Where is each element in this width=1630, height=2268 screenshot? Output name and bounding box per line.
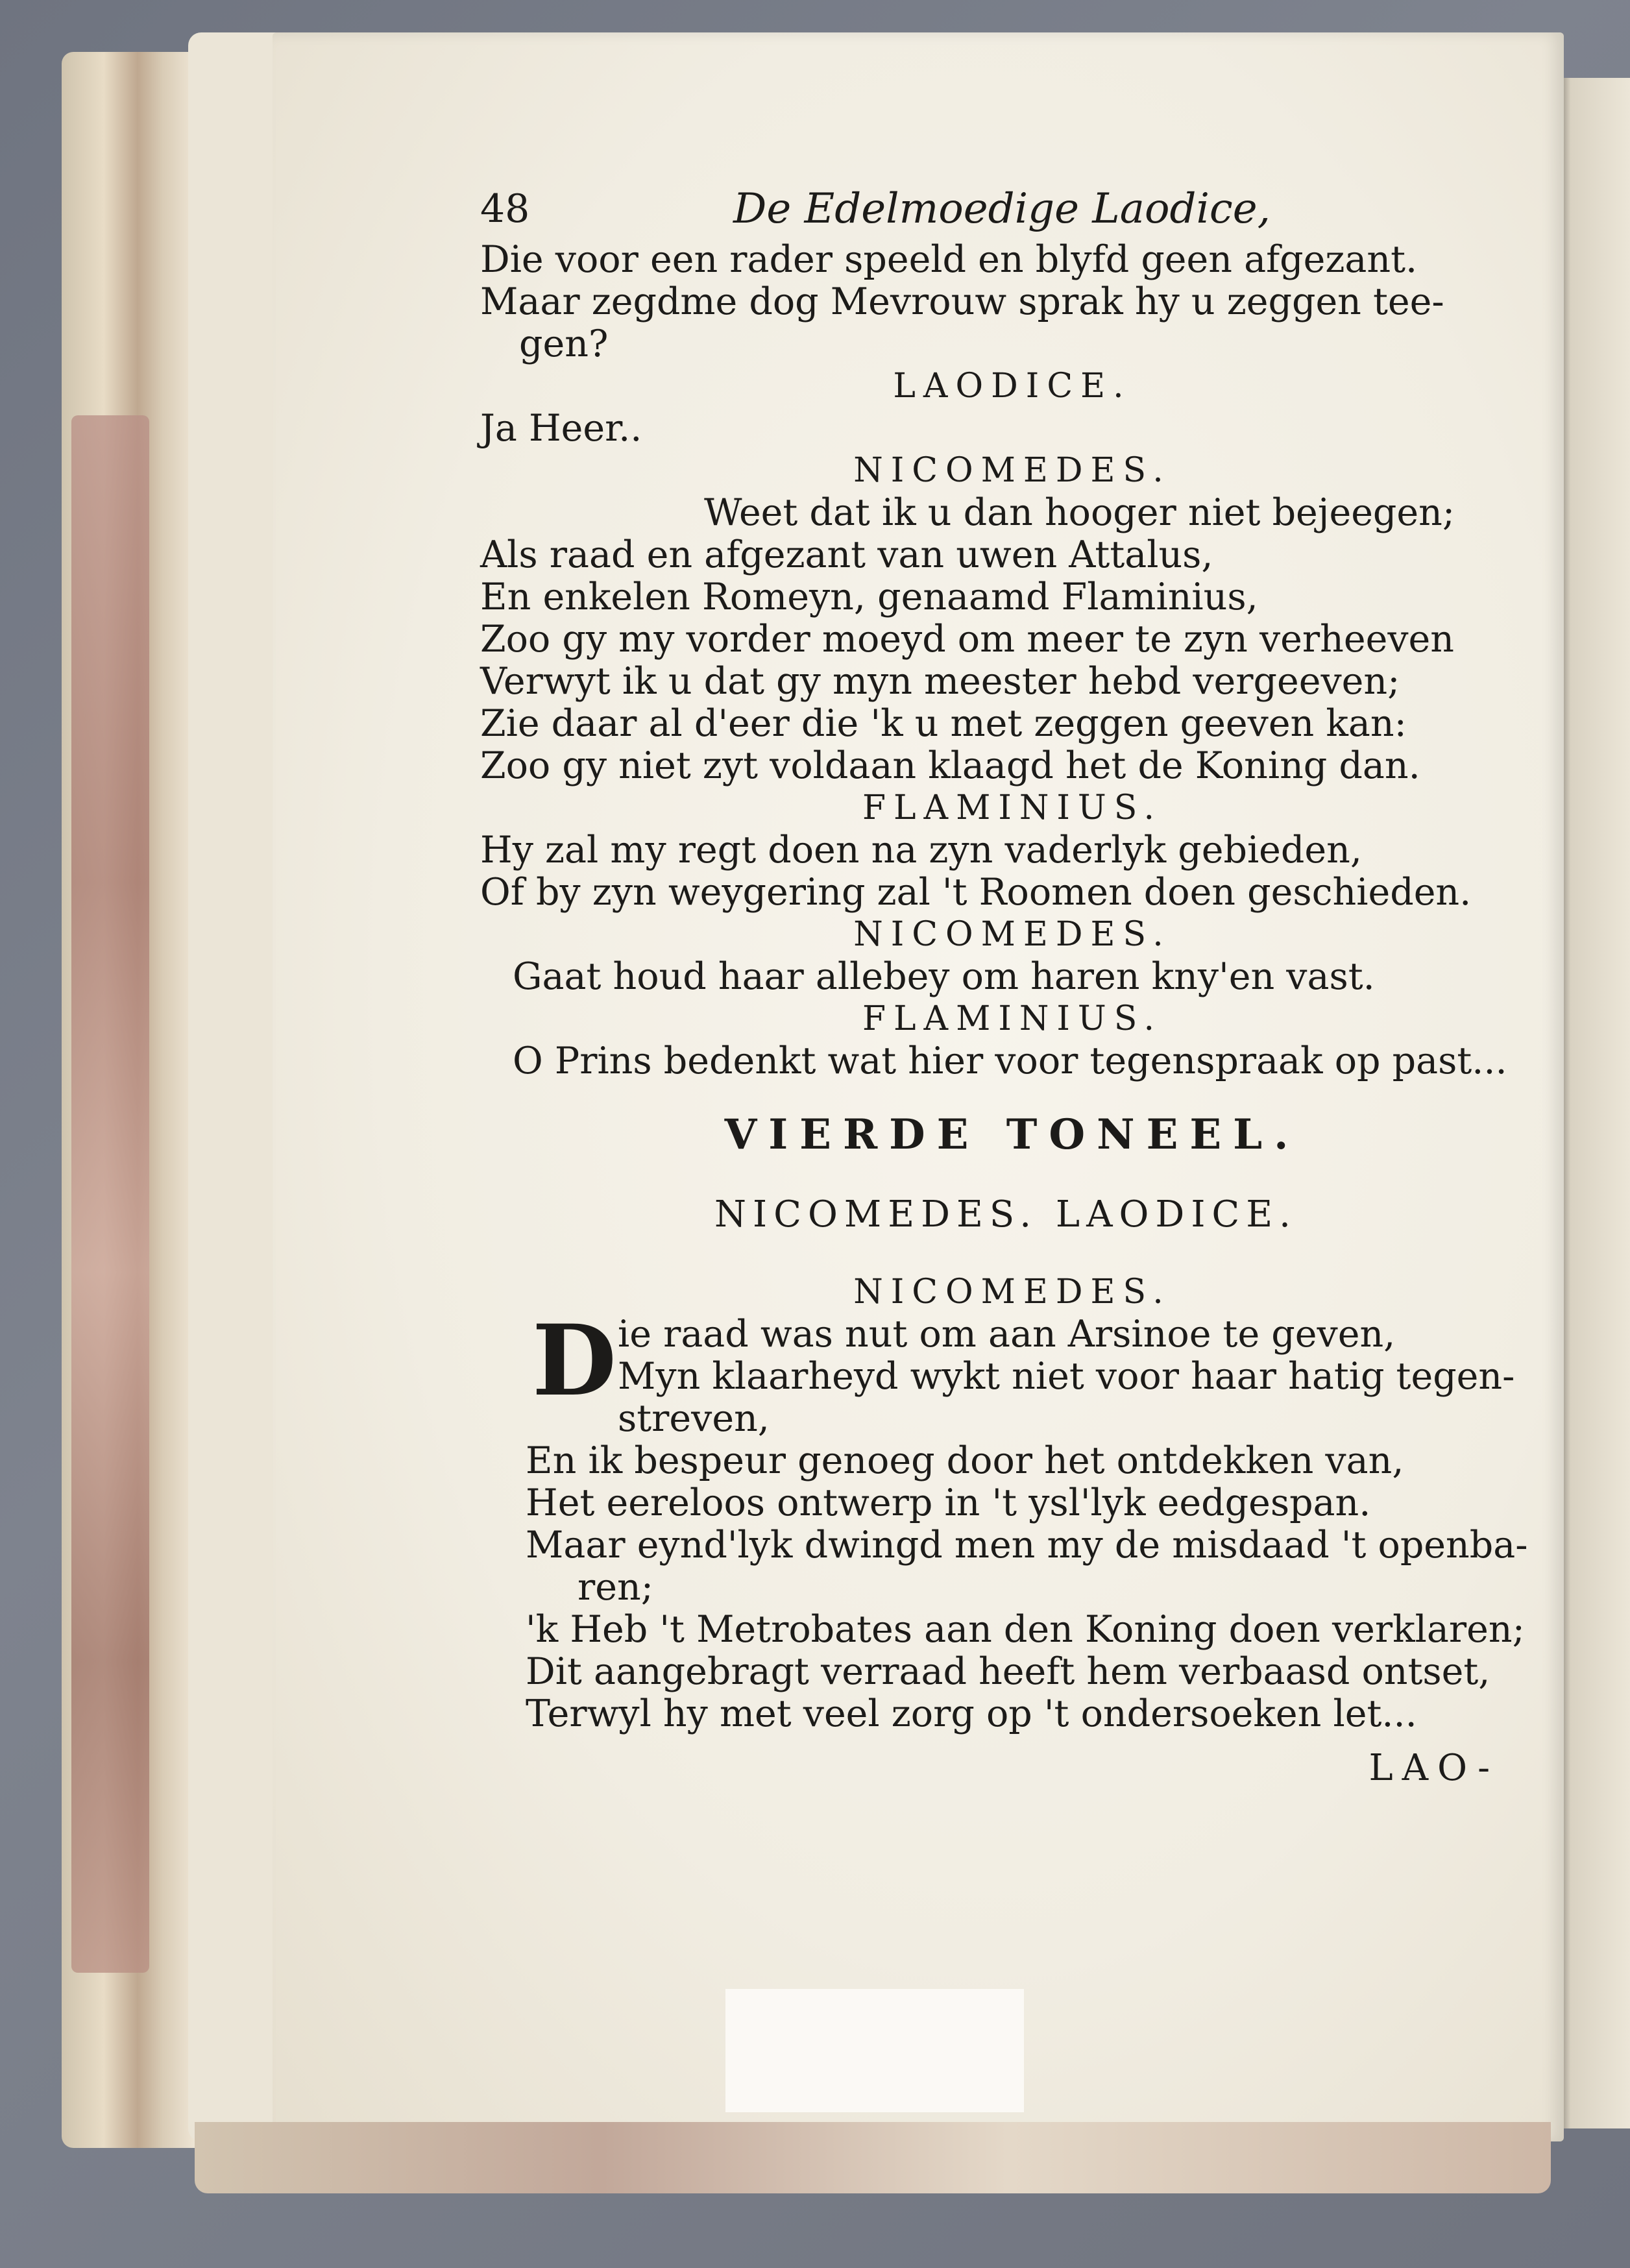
speaker-name: NICOMEDES. xyxy=(853,915,1171,954)
speech-block xyxy=(480,1304,1515,1440)
scene-persons: NICOMEDES. LAODICE. xyxy=(714,1193,1297,1236)
verse-line: streven, xyxy=(618,1397,770,1440)
verse-line: Maar zegdme dog Mevrouw sprak hy u zeggen tee- xyxy=(480,280,1444,323)
verse-line: Als raad en afgezant van uwen Attalus, xyxy=(480,533,1213,576)
verse-line: Dit aangebragt verraad heeft hem verbaasd ontset, xyxy=(526,1650,1490,1693)
verse-line: Of by zyn weygering zal 't Roomen doen geschieden. xyxy=(480,871,1472,914)
page-header xyxy=(480,185,1505,239)
verse-line: Zoo gy niet zyt voldaan klaagd het de Koning dan. xyxy=(480,744,1420,787)
verse-line: O Prins bedenkt wat hier voor tegenspraak op past... xyxy=(513,1040,1507,1082)
verse-line: Verwyt ik u dat gy myn meester hebd vergeeven; xyxy=(480,660,1400,703)
verse-line: Zie daar al d'eer die 'k u met zeggen geeven kan: xyxy=(480,702,1407,745)
verse-line: En enkelen Romeyn, genaamd Flaminius, xyxy=(480,576,1258,618)
page-text xyxy=(480,185,1528,1789)
verse-line: Myn klaarheyd wykt niet voor haar hatig tegen- xyxy=(618,1355,1515,1398)
drop-cap-letter: D xyxy=(532,1304,617,1418)
speaker-name: NICOMEDES. xyxy=(853,451,1171,490)
verse-line: Gaat houd haar allebey om haren kny'en vast. xyxy=(513,955,1375,998)
page-bottom-edge xyxy=(195,2122,1551,2193)
verse-line: Die voor een rader speeld en blyfd geen afgezant. xyxy=(480,238,1418,281)
speaker-name: FLAMINIUS. xyxy=(862,788,1163,827)
marbled-cover xyxy=(71,415,149,1973)
verse-line: Weet dat ik u dan hooger niet bejeegen; xyxy=(704,491,1455,534)
verse-line: En ik bespeur genoeg door het ontdekken van, xyxy=(526,1439,1404,1482)
verse-line: Terwyl hy met veel zorg op 't ondersoeken let... xyxy=(526,1692,1417,1735)
speaker-name: LAODICE. xyxy=(893,367,1132,406)
speaker-name: FLAMINIUS. xyxy=(862,999,1163,1038)
speaker-name: NICOMEDES. xyxy=(853,1273,1171,1311)
verse-line: 'k Heb 't Metrobates aan den Koning doen verklaren; xyxy=(526,1608,1525,1651)
scene-title: VIERDE TONEEL. xyxy=(724,1110,1300,1159)
verse-line: Ja Heer.. xyxy=(480,407,642,450)
blank-label xyxy=(725,1989,1024,2112)
verse-line: Het eereloos ontwerp in 't ysl'lyk eedgespan. xyxy=(526,1482,1371,1524)
catchword: LAO- xyxy=(1368,1747,1499,1789)
verse-line: gen? xyxy=(519,323,609,365)
page-number: 48 xyxy=(480,186,530,232)
verse-line: Zoo gy my vorder moeyd om meer te zyn verheeven xyxy=(480,618,1454,661)
verse-line: ie raad was nut om aan Arsinoe te geven, xyxy=(618,1313,1396,1356)
verse-line: Maar eynd'lyk dwingd men my de misdaad 't openba- xyxy=(526,1524,1528,1567)
verse-line: Hy zal my regt doen na zyn vaderlyk gebieden, xyxy=(480,829,1362,872)
running-head: De Edelmoedige Laodice, xyxy=(733,185,1271,233)
verse-line: ren; xyxy=(578,1566,653,1609)
